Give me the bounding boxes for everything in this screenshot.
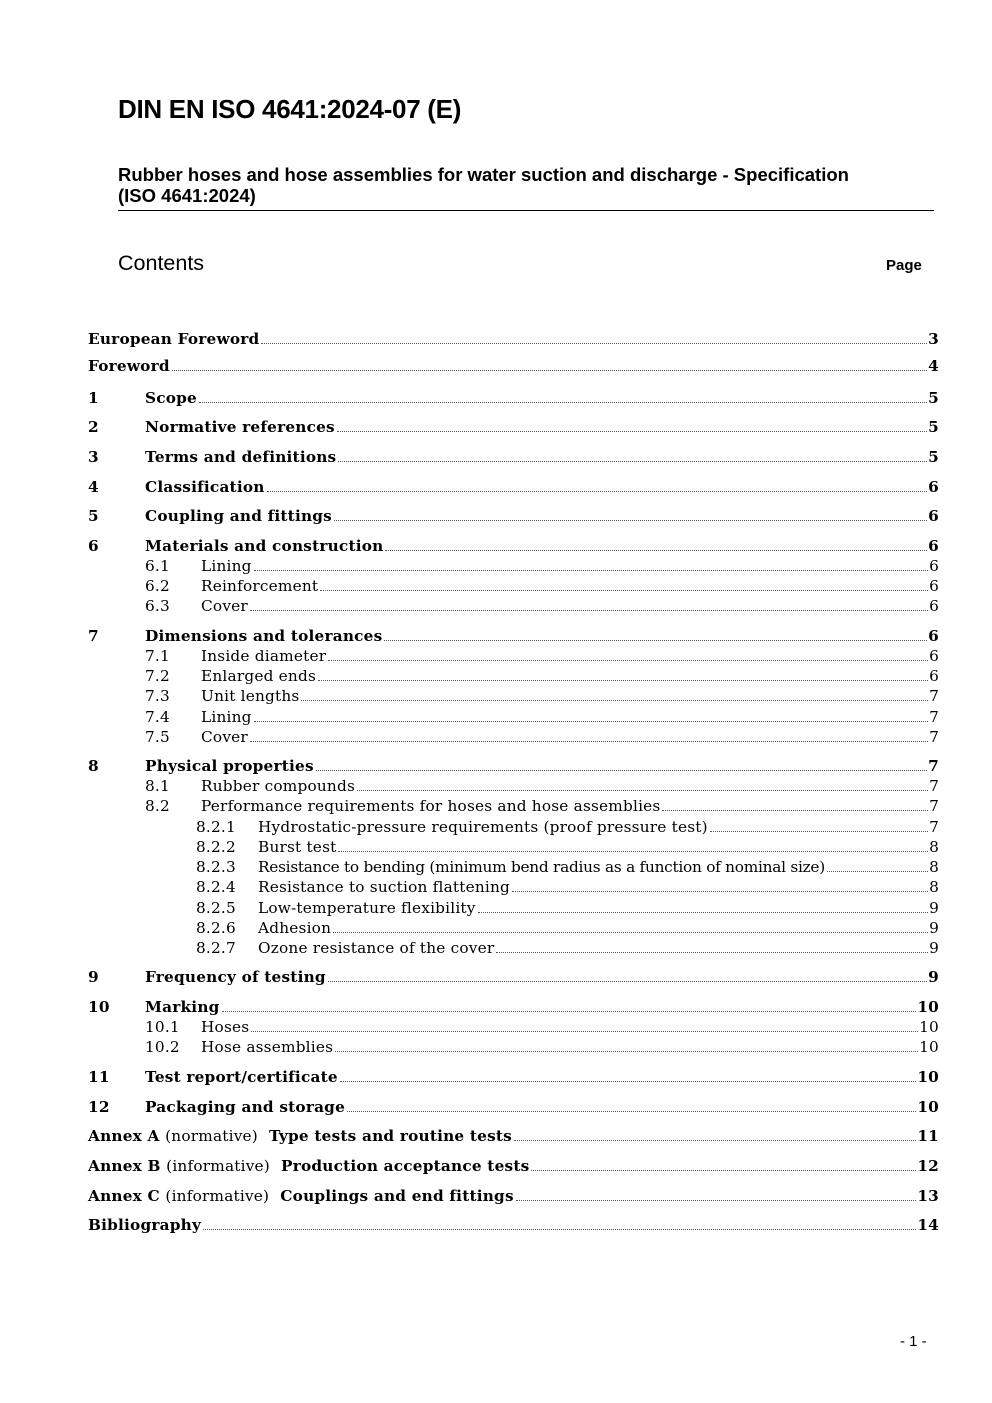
toc-dot-leader xyxy=(172,370,927,371)
toc-page-number: 8 xyxy=(929,878,939,896)
toc-entry-number: 6 xyxy=(88,537,99,555)
toc-entry-title: Low-temperature flexibility xyxy=(258,899,476,917)
toc-entry-number: 8.2.6 xyxy=(196,919,236,937)
toc-entry-number: 6.1 xyxy=(145,557,170,575)
toc-entry-number: 7.1 xyxy=(145,647,170,665)
toc-entry-7-2[interactable] xyxy=(145,665,939,685)
annex-type: (informative) xyxy=(165,1187,270,1205)
toc-entry-title: Frequency of testing xyxy=(145,968,326,986)
toc-dot-leader xyxy=(334,520,927,521)
toc-dot-leader xyxy=(340,1081,917,1082)
toc-page-number: 10 xyxy=(919,1018,939,1036)
page-number-footer: - 1 - xyxy=(900,1333,927,1350)
toc-entry-annex-b[interactable] xyxy=(88,1155,939,1175)
toc-entry-title: Dimensions and tolerances xyxy=(145,627,383,645)
toc-entry-title: Lining xyxy=(201,708,252,726)
toc-entry-10-2[interactable] xyxy=(145,1036,939,1056)
toc-page-number: 9 xyxy=(929,899,939,917)
toc-entry-title: Cover xyxy=(201,597,248,615)
toc-entry-number: 10.2 xyxy=(145,1038,180,1056)
toc-dot-leader xyxy=(512,891,928,892)
toc-dot-leader xyxy=(478,912,928,913)
toc-entry-number: 8.1 xyxy=(145,777,170,795)
toc-entry-number: 12 xyxy=(88,1098,110,1116)
toc-entry-european-foreword[interactable] xyxy=(88,328,939,348)
toc-entry-title: Hydrostatic-pressure requirements (proof pressure test) xyxy=(258,818,708,836)
toc-entry-8-2-5[interactable] xyxy=(196,897,939,917)
annex-title: Production acceptance tests xyxy=(281,1157,530,1175)
toc-entry-number: 4 xyxy=(88,478,99,496)
toc-entry-title xyxy=(88,1127,512,1145)
toc-page-number: 10 xyxy=(917,1068,939,1086)
toc-dot-leader xyxy=(514,1140,916,1141)
toc-dot-leader xyxy=(267,491,928,492)
toc-page-number: 3 xyxy=(928,330,939,348)
toc-entry-title: Resistance to suction flattening xyxy=(258,878,511,896)
toc-entry-title: Performance requirements for hoses and hose assemblies xyxy=(201,797,661,815)
toc-dot-leader xyxy=(254,721,928,722)
toc-entry-title: Terms and definitions xyxy=(145,448,337,466)
toc-entry-1[interactable] xyxy=(88,387,939,407)
toc-entry-6-3[interactable] xyxy=(145,595,939,615)
toc-entry-title: Physical properties xyxy=(145,757,314,775)
toc-dot-leader xyxy=(320,590,928,591)
toc-entry-7-5[interactable] xyxy=(145,726,939,746)
toc-entry-8-1[interactable] xyxy=(145,775,939,795)
toc-page-number: 7 xyxy=(929,777,939,795)
toc-entry-7[interactable] xyxy=(88,625,939,645)
toc-entry-number: 10 xyxy=(88,998,110,1016)
annex-label: Annex A xyxy=(88,1127,160,1145)
toc-entry-11[interactable] xyxy=(88,1066,939,1086)
toc-dot-leader xyxy=(250,741,928,742)
toc-entry-title: Normative references xyxy=(145,418,335,436)
toc-entry-7-3[interactable] xyxy=(145,685,939,705)
toc-page-number: 5 xyxy=(928,448,939,466)
toc-page-number: 7 xyxy=(929,728,939,746)
toc-entry-10[interactable] xyxy=(88,996,939,1016)
toc-dot-leader xyxy=(333,932,928,933)
toc-entry-8[interactable] xyxy=(88,755,939,775)
toc-dot-leader xyxy=(261,343,927,344)
toc-entry-number: 7.5 xyxy=(145,728,170,746)
toc-dot-leader xyxy=(385,550,927,551)
toc-entry-number: 8.2.3 xyxy=(196,858,236,876)
toc-entry-title: Scope xyxy=(145,389,197,407)
toc-page-number: 11 xyxy=(917,1127,939,1145)
toc-page-number: 6 xyxy=(929,597,939,615)
toc-entry-9[interactable] xyxy=(88,966,939,986)
toc-entry-bibliography[interactable] xyxy=(88,1214,939,1234)
toc-page-number: 6 xyxy=(928,507,939,525)
toc-dot-leader xyxy=(301,700,928,701)
toc-dot-leader xyxy=(338,851,928,852)
toc-page-number: 7 xyxy=(928,757,939,775)
toc-dot-leader xyxy=(384,640,927,641)
toc-entry-number: 9 xyxy=(88,968,99,986)
toc-page-number: 7 xyxy=(929,818,939,836)
toc-dot-leader xyxy=(199,402,927,403)
toc-entry-title: Adhesion xyxy=(258,919,332,937)
toc-page-number: 4 xyxy=(928,357,939,375)
toc-entry-number: 8.2.4 xyxy=(196,878,236,896)
toc-entry-number: 1 xyxy=(88,389,99,407)
toc-entry-6[interactable] xyxy=(88,535,939,555)
toc-dot-leader xyxy=(203,1229,916,1230)
toc-dot-leader xyxy=(347,1111,916,1112)
toc-dot-leader xyxy=(496,952,928,953)
toc-page-number: 6 xyxy=(929,557,939,575)
toc-entry-4[interactable] xyxy=(88,476,939,496)
toc-entry-number: 7 xyxy=(88,627,99,645)
toc-entry-title: Unit lengths xyxy=(201,687,300,705)
toc-page-number: 7 xyxy=(929,708,939,726)
toc-page-number: 5 xyxy=(928,418,939,436)
document-subtitle-line1: Rubber hoses and hose assemblies for water suction and discharge - Specification xyxy=(118,164,849,185)
toc-entry-number: 8 xyxy=(88,757,99,775)
toc-page-number: 6 xyxy=(929,667,939,685)
toc-page-number: 9 xyxy=(928,968,939,986)
annex-title: Type tests and routine tests xyxy=(269,1127,512,1145)
toc-entry-title xyxy=(88,1157,529,1175)
toc-entry-title: Materials and construction xyxy=(145,537,384,555)
toc-entry-number: 6.3 xyxy=(145,597,170,615)
toc-entry-number: 7.2 xyxy=(145,667,170,685)
page-column-heading: Page xyxy=(886,257,922,274)
toc-entry-title: European Foreword xyxy=(88,330,260,348)
annex-label: Annex B xyxy=(88,1157,161,1175)
document-subtitle-line2: (ISO 4641:2024) xyxy=(118,185,256,206)
toc-dot-leader xyxy=(254,570,928,571)
toc-entry-8-2-6[interactable] xyxy=(196,917,939,937)
toc-entry-title xyxy=(88,1187,514,1205)
toc-entry-title: Hoses xyxy=(201,1018,250,1036)
toc-entry-title: Hose assemblies xyxy=(201,1038,334,1056)
toc-dot-leader xyxy=(335,1051,918,1052)
toc-entry-2[interactable] xyxy=(88,416,939,436)
toc-entry-title: Marking xyxy=(145,998,220,1016)
toc-page-number: 14 xyxy=(917,1216,939,1234)
toc-entry-foreword[interactable] xyxy=(88,355,939,375)
toc-entry-title: Enlarged ends xyxy=(201,667,316,685)
toc-entry-12[interactable] xyxy=(88,1096,939,1116)
toc-entry-8-2-3[interactable] xyxy=(196,856,939,876)
toc-page-number: 8 xyxy=(929,838,939,856)
toc-dot-leader xyxy=(516,1200,917,1201)
toc-dot-leader xyxy=(337,431,927,432)
toc-page-number: 6 xyxy=(928,627,939,645)
toc-dot-leader xyxy=(251,1031,918,1032)
annex-title: Couplings and end fittings xyxy=(280,1187,514,1205)
toc-entry-6-1[interactable] xyxy=(145,555,939,575)
toc-entry-8-2[interactable] xyxy=(145,795,939,815)
toc-page-number: 9 xyxy=(929,919,939,937)
toc-entry-8-2-2[interactable] xyxy=(196,836,939,856)
toc-entry-title: Lining xyxy=(201,557,252,575)
toc-entry-number: 8.2.1 xyxy=(196,818,236,836)
toc-entry-number: 10.1 xyxy=(145,1018,180,1036)
toc-page-number: 6 xyxy=(928,478,939,496)
toc-dot-leader xyxy=(827,871,928,872)
toc-entry-title: Reinforcement xyxy=(201,577,319,595)
toc-page-number: 8 xyxy=(929,858,939,876)
toc-entry-7-4[interactable] xyxy=(145,706,939,726)
toc-entry-number: 8.2.5 xyxy=(196,899,236,917)
toc-page-number: 10 xyxy=(919,1038,939,1056)
toc-entry-title: Bibliography xyxy=(88,1216,202,1234)
toc-entry-title: Inside diameter xyxy=(201,647,327,665)
toc-page-number: 6 xyxy=(928,537,939,555)
toc-dot-leader xyxy=(357,790,928,791)
toc-dot-leader xyxy=(318,680,928,681)
annex-label: Annex C xyxy=(88,1187,160,1205)
toc-page-number: 5 xyxy=(928,389,939,407)
toc-page-number: 13 xyxy=(917,1187,939,1205)
contents-heading: Contents xyxy=(118,251,205,275)
toc-entry-5[interactable] xyxy=(88,505,939,525)
toc-entry-8-2-4[interactable] xyxy=(196,876,939,896)
toc-page-number: 9 xyxy=(929,939,939,957)
toc-entry-8-2-7[interactable] xyxy=(196,937,939,957)
document-title: DIN EN ISO 4641:2024-07 (E) xyxy=(118,94,462,124)
toc-entry-annex-c[interactable] xyxy=(88,1185,939,1205)
toc-entry-number: 3 xyxy=(88,448,99,466)
toc-page-number: 7 xyxy=(929,687,939,705)
toc-entry-title: Packaging and storage xyxy=(145,1098,346,1116)
toc-entry-number: 6.2 xyxy=(145,577,170,595)
toc-entry-number: 8.2.7 xyxy=(196,939,236,957)
toc-entry-title: Rubber compounds xyxy=(201,777,356,795)
toc-dot-leader xyxy=(338,461,927,462)
toc-entry-title: Foreword xyxy=(88,357,170,375)
toc-entry-8-2-1[interactable] xyxy=(196,816,939,836)
toc-page-number: 6 xyxy=(929,577,939,595)
toc-page-number: 10 xyxy=(917,998,939,1016)
toc-dot-leader xyxy=(662,810,928,811)
toc-entry-title: Classification xyxy=(145,478,265,496)
toc-page-number: 12 xyxy=(917,1157,939,1175)
toc-dot-leader xyxy=(328,660,928,661)
toc-dot-leader xyxy=(710,831,928,832)
toc-dot-leader xyxy=(316,770,927,771)
toc-entry-number: 2 xyxy=(88,418,99,436)
toc-entry-number: 11 xyxy=(88,1068,110,1086)
toc-entry-7-1[interactable] xyxy=(145,645,939,665)
annex-type: (informative) xyxy=(166,1157,270,1175)
toc-dot-leader xyxy=(222,1011,917,1012)
toc-dot-leader xyxy=(531,1170,916,1171)
toc-entry-3[interactable] xyxy=(88,446,939,466)
toc-entry-title: Ozone resistance of the cover xyxy=(258,939,495,957)
toc-entry-number: 8.2.2 xyxy=(196,838,236,856)
toc-page-number: 10 xyxy=(917,1098,939,1116)
toc-entry-title: Test report/certificate xyxy=(145,1068,338,1086)
toc-entry-title: Burst test xyxy=(258,838,337,856)
toc-entry-title: Coupling and fittings xyxy=(145,507,332,525)
toc-entry-annex-a[interactable] xyxy=(88,1125,939,1145)
toc-entry-6-2[interactable] xyxy=(145,575,939,595)
toc-page-number: 7 xyxy=(929,797,939,815)
annex-type: (normative) xyxy=(165,1127,258,1145)
toc-page-number: 6 xyxy=(929,647,939,665)
toc-dot-leader xyxy=(250,610,928,611)
toc-entry-number: 5 xyxy=(88,507,99,525)
toc-entry-number: 7.3 xyxy=(145,687,170,705)
toc-entry-number: 8.2 xyxy=(145,797,170,815)
toc-entry-title: Resistance to bending (minimum bend radius as a function of nominal size) xyxy=(258,858,825,876)
toc-entry-10-1[interactable] xyxy=(145,1016,939,1036)
toc-dot-leader xyxy=(328,981,927,982)
toc-entry-number: 7.4 xyxy=(145,708,170,726)
toc-entry-title: Cover xyxy=(201,728,248,746)
